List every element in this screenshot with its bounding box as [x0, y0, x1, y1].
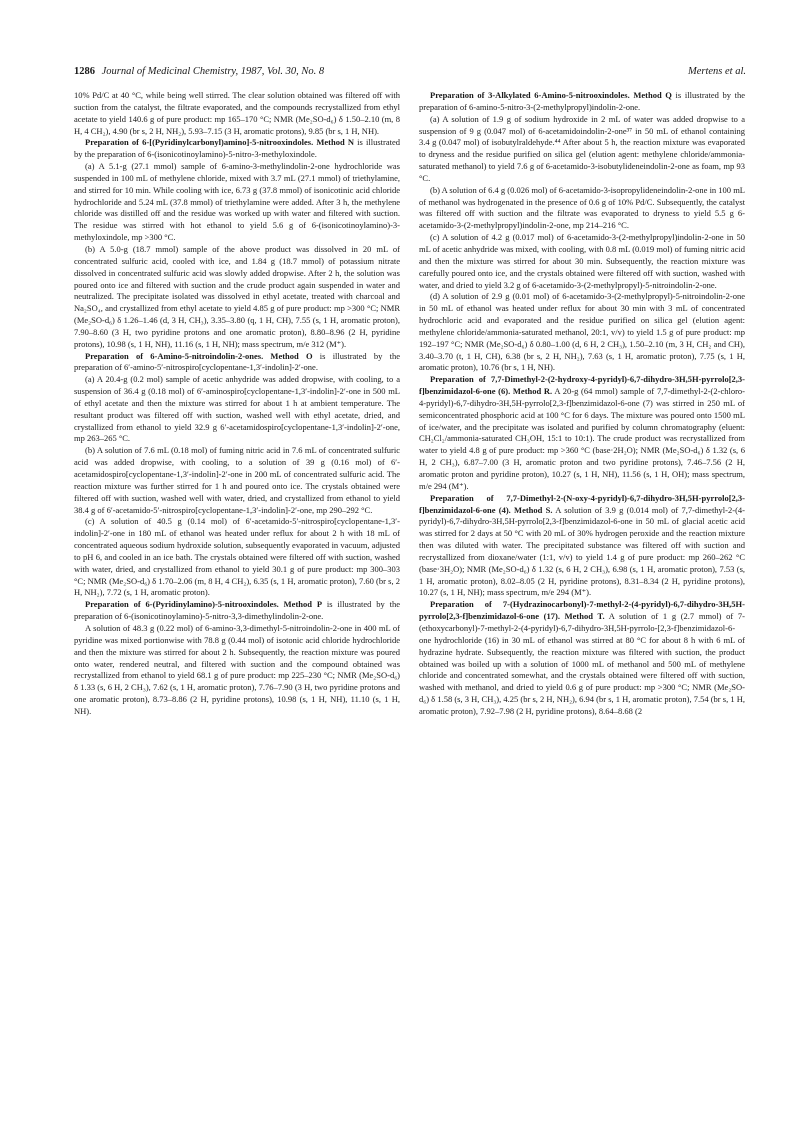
- paragraph-text: A solution of 1 g (2.7 mmol) of 7-(ethoxycarbonyl)-7-methyl-2-(4-pyridyl)-6,7-dihydro-3H,5H-pyrrolo-[2,3-f]benzimidazol-6-one hydrochloride (16) in 30 mL of ethanol was stirred at 80 °C for about 8 h with 6 mL of hydrazine hydrate. Subsequently, the reaction mixture was filtered with suction, the product obtained was boiled up with a solution of 1000 mL of methanol and 500 mL of methylene chloride and concentrated somewhat, and the crystals obtained were filtered off with suction, washed with methanol, and dried to yield 0.6 g of pure product: mp >300 °C; NMR (Me₂SO-d₆) δ 1.58 (s, 3 H, CH₃), 4.25 (br s, 2 H, NH₂), 6.94 (br s, 1 H, aromatic proton), 7.54 (br s, 1 H, aromatic proton), 7.92–7.98 (2 H, pyridine protons), 8.64–8.68 (2: [419, 611, 745, 716]
- right-paragraph: [419, 90, 745, 114]
- right-paragraph: [419, 599, 745, 717]
- paragraph-text: 10% Pd/C at 40 °C, while being well stirred. The clear solution obtained was filtered off with suction from the catalyst, the filtrate evaporated, and the compounds recrystallized from ethyl acetate to yield 140.6 g of pure product: mp 165–170 °C; NMR (Me₂SO-d₆) δ 1.50–2.10 (m, 8 H, 4 CH₂), 4.90 (br s, 2 H, NH₂), 5.93–7.15 (3 H, aromatic protons), 9.85 (br s, 1 H, NH).: [74, 90, 400, 136]
- left-paragraph: [74, 445, 400, 516]
- paragraph-text: (c) A solution of 4.2 g (0.017 mol) of 6-acetamido-3-(2-methylpropyl)indolin-2-one in 50 mL of acetic anhydride was mixed, with cooling, with 0.8 mL (0.019 mol) of fuming nitric acid and then the mixture was stirred for about 30 min. Subsequently, the reaction mixture was carefully poured onto ice, and the crystals obtained were filtered off with suction, washed with water, and dried to yield 3.2 g of 6-acetamido-3-(2-methylpropyl)-5-nitroindolin-2-one.: [419, 232, 745, 290]
- left-paragraph: [74, 351, 400, 375]
- left-paragraph: [74, 161, 400, 244]
- section-heading: Preparation of 7-(Hydrazinocarbonyl)-7-methyl-2-(4-pyridyl)-6,7-dihydro-3H,5H-pyrrolo[2,3-f]benzimidazol-6-one (17). Method T.: [419, 599, 745, 622]
- paragraph-text: A 20-g (64 mmol) sample of 7,7-dimethyl-2-(2-chloro-4-pyridyl)-6,7-dihydro-3H,5H-pyrrolo[2,3-f]benzimidazol-6-one (7) was stirred in 250 mL of semiconcentrated phosphoric acid at 100 °C for 6 days. The mixture was poured onto 1500 mL of ice/water, and the precipitate was isolated and purified by column chromatography (eluent: CH₂Cl₂/ammonia-saturated CH₃OH, 15:1 to 10:1). The crude product was recrystallized from water to yield 4.8 g of pure product: mp >360 °C (base·2H₂O); NMR (Me₂SO-d₆) δ 1.32 (s, 6 H, 2 CH₃), 6.87–7.00 (3 H, aromatic proton and two pyridine protons), 7.46–7.56 (2 H, aromatic proton and pyridine proton), 10.27 (s, 1 H, NH), 11.56 (s, 1 H, OH); mass spectrum, m/e 294 (M⁺).: [419, 386, 745, 491]
- section-heading: Preparation of 7,7-Dimethyl-2-(N-oxy-4-pyridyl)-6,7-dihydro-3H,5H-pyrrolo[2,3-f]benzimidazol-6-one (4). Method S.: [419, 492, 745, 515]
- paragraph-text: is illustrated by the preparation of 6-(isonicotinoylamino)-5-nitro-3-methyloxindole.: [74, 137, 400, 160]
- author-running-head: Mertens et al.: [687, 66, 746, 77]
- right-paragraph: [419, 114, 745, 185]
- paragraph-text: (c) A solution of 40.5 g (0.14 mol) of 6′-acetamido-5′-nitrospiro[cyclopentane-1,3′-indolin]-2′-one in 180 mL of ethanol was heated under reflux for about 2 h with 18 mL of concentrated aqueous sodium hydroxide solution, subsequently evaporated in vacuum, adjusted to pH 6, and cooled in an ice bath. The crystals obtained were filtered off with suction, washed with water, dried, and crystallized from ethanol to yield 30.1 g of pure product: mp 300–303 °C; NMR (Me₂SO-d₆) δ 1.70–2.06 (m, 8 H, 4 CH₂), 6.35 (s, 1 H, aromatic proton), 7.60 (br s, 2 H, NH₂), 7.72 (s, 1 H, aromatic proton).: [74, 516, 400, 598]
- section-heading: Preparation of 3-Alkylated 6-Amino-5-nitrooxindoles. Method Q: [430, 90, 672, 100]
- paragraph-text: (d) A solution of 2.9 g (0.01 mol) of 6-acetamido-3-(2-methylpropyl)-5-nitroindolin-2-one in 50 mL of ethanol was heated under reflux for about 30 min with 3 mL of concentrated hydrochloric acid and evaporated and the residue purified on silica gel (elution agent: methylene chloride/ammonia-saturated methanol, 20:1, v/v) to yield 1.5 g of pure product: mp 192–197 °C; NMR (Me₂SO-d₆) δ 0.80–1.00 (d, 6 H, 2 CH₃), 1.50–2.10 (m, 3 H, CH₂ and CH), 3.40–3.70 (t, 1 H, CH), 6.38 (br s, 2 H, NH₂), 7.63 (s, 1 H, aromatic proton), 7.75 (s, 1 H, aromatic proton), 10.76 (br s, 1 H, NH).: [419, 291, 745, 373]
- section-heading: Preparation of 6-(Pyridinylamino)-5-nitrooxindoles. Method P: [85, 599, 323, 610]
- right-paragraph: [419, 493, 745, 600]
- paragraph-text: is illustrated by the preparation of 6-(isonicotinoylamino)-5-nitro-3,3-dimethylindolin-2-one.: [74, 599, 400, 622]
- right-paragraph: [419, 232, 745, 291]
- header-left: [74, 64, 324, 80]
- running-header: [74, 64, 746, 80]
- paragraph-text: A solution of 48.3 g (0.22 mol) of 6-amino-3,3-dimethyl-5-nitroindolin-2-one in 400 mL of pyridine was mixed portionwise with 78.8 g (0.44 mol) of isotonic acid chloride hydrochloride and then the mixture was stirred for about 2 h. Subsequently, the reaction mixture was poured onto water, rendered neutral, and filtered with suction and the compound obtained was recrystallized from ethanol to yield 68.1 g of pure product: mp 225–230 °C; NMR (Me₂SO-d₆) δ 1.33 (s, 6 H, 2 CH₃), 7.62 (s, 1 H, aromatic proton), 7.76–7.90 (3 H, two pyridine protons and one aromatic proton), 8.73–8.86 (2 H, pyridine protons), 10.98 (s, 1 H, NH), 11.10 (s, 1 H, NH).: [74, 622, 400, 716]
- right-paragraph: [419, 291, 745, 374]
- left-paragraph: [74, 244, 400, 351]
- paragraph-text: is illustrated by the preparation of 6-amino-5-nitro-3-(2-methylpropyl)indolin-2-one.: [419, 90, 746, 112]
- right-column: [419, 90, 745, 718]
- section-heading: Preparation of 7,7-Dimethyl-2-(2-hydroxy-4-pyridyl)-6,7-dihydro-3H,5H-pyrrolo[2,3-f]benzimidazol-6-one (6). Method R.: [419, 374, 745, 397]
- page-number: 1286: [74, 66, 95, 77]
- paragraph-text: (a) A 5.1-g (27.1 mmol) sample of 6-amino-3-methylindolin-2-one hydrochloride was suspended in 100 mL of methylene chloride, mixed with 3.7 mL (27.1 mmol) of triethylamine, and stirred for 10 min. While cooling with ice, 6.73 g (37.8 mmol) of isonicotinic acid chloride hydrochloride and 5.24 mL (37.8 mmol) of triethylamine were added. After 3 h, the methylene chloride was distilled off and the residue was worked up with water and filtered with suction. The residue was stirred with hot ethanol to yield 5.6 g of 6-(isonicotinoylamino)-3-methyloxindole, mp >300 °C.: [74, 161, 400, 243]
- right-paragraph: [419, 185, 745, 232]
- left-paragraph: [74, 137, 400, 161]
- left-column: [74, 90, 400, 718]
- left-paragraph: [74, 516, 400, 599]
- section-heading: Preparation of 6-Amino-5-nitroindolin-2-ones. Method O: [85, 350, 313, 361]
- paragraph-text: is illustrated by the preparation of 6′-amino-5′-nitrospiro[cyclopentane-1,3′-indolin]-2′-one.: [74, 350, 400, 373]
- journal-citation: Journal of Medicinal Chemistry, 1987, Vol. 30, No. 8: [101, 66, 325, 77]
- paragraph-text: A solution of 3.9 g (0.014 mol) of 7,7-dimethyl-2-(4-pyridyl)-6,7-dihydro-3H,5H-pyrrolo[2,3-f]benzimidazol-6-one in 50 mL of glacial acetic acid was stirred for 2 days at 50 °C with 20 mL of 30% hydrogen peroxide and the reaction mixture then was diluted with water. The precipitated substance was filtered off with suction and recrystallized from dioxane/water (1:1, v/v) to yield 1.4 g of pure product: mp 260–262 °C (base·3H₂O); NMR (Me₂SO-d₆) δ 1.32 (s, 6 H, 2 CH₃), 6.98 (s, 1 H, aromatic proton), 7.53 (s, 1 H, aromatic proton), 8.02–8.05 (2 H, pyridine protons), 8.31–8.34 (2 H, pyridine protons), 10.27 (s, 1 H, NH); mass spectrum, m/e 294 (M⁺).: [419, 504, 745, 598]
- left-paragraph: [74, 374, 400, 445]
- right-paragraph: [419, 374, 745, 492]
- paragraph-text: (a) A 20.4-g (0.2 mol) sample of acetic anhydride was added dropwise, with cooling, to a suspension of 36.4 g (0.18 mol) of 6′-aminospiro[cyclopentane-1,3′-indolin]-2′-one in 500 mL of ethyl acetate and then the mixture was stirred for about 1 h at ambient temperature. The resultant product was filtered off with suction, washed well with ethyl acetate, dried, and crystallized from ethanol to yield 32.9 g 6′-acetamidospiro[cyclopentane-1,3′-indolin]-2′-one, mp 263–265 °C.: [74, 374, 400, 444]
- paragraph-text: (a) A solution of 1.9 g of sodium hydroxide in 2 mL of water was added dropwise to a suspension of 9 g (0.047 mol) of 6-acetamidoindolin-2-one³⁷ in 50 mL of ethanol containing 3.4 g (0.047 mol) of isobutylraldehyde.⁴⁴ After about 5 h, the reaction mixture was evaporated to dryness and the residue purified on silica gel (elution agent: methylene chloride/ammonia-saturated methanol) to yield 7.6 g of 6-acetamido-3-isobutylideneindolin-2-one as foam, mp 93 °C.: [419, 113, 745, 183]
- paragraph-text: (b) A solution of 7.6 mL (0.18 mol) of fuming nitric acid in 7.6 mL of concentrated sulfuric acid was added dropwise, with cooling, to a solution of 39 g (0.16 mol) of 6′-acetamidospiro[cyclopentane-1,3′-indolin]-2′-one in 200 mL of concentrated sulfuric acid. The reaction mixture was further stirred for 1 h and poured onto ice. The crystals obtained were filtered off with suction, washed well with water, dried, and crystallized from ethanol to yield 38.4 g of 6′-acetamido-5′-nitrospiro[cyclopentane-1,3′-indolin]-2′-one, mp 290–292 °C.: [74, 445, 400, 515]
- section-heading: Preparation of 6-[(Pyridinylcarbonyl)amino]-5-nitrooxindoles. Method N: [85, 137, 354, 148]
- left-paragraph: [74, 90, 400, 137]
- paragraph-text: (b) A 5.0-g (18.7 mmol) sample of the above product was dissolved in 20 mL of concentrated sulfuric acid, cooled with ice, and 1.84 g (18.7 mmol) of potassium nitrate dissolved in concentrated sulfuric acid was slowly added dropwise. After 2 h, the solution was poured onto ice and filtered with suction and the crude product again suspended in water and neutralized. The precipitate isolated was dissolved in ethyl acetate, treated with charcoal and Na₂SO₄, and crystallized from ethyl acetate to yield 4.85 g of pure product: mp >300 °C; NMR (Me₂SO-d₆) δ 1.26–1.46 (d, 3 H, CH₃), 3.35–3.80 (q, 1 H, CH), 7.55 (s, 1 H, aromatic proton), 7.90–8.60 (3 H, two pyridine protons and one aromatic proton), 8.80–8.96 (2 H, pyridine protons), 10.98 (s, 1 H, NH), 11.16 (s, 1 H, NH); mass spectrum, m/e 312 (M⁺).: [74, 243, 400, 349]
- paragraph-text: (b) A solution of 6.4 g (0.026 mol) of 6-acetamido-3-isopropylideneindolin-2-one in 100 mL of methanol was hydrogenated in the presence of 0.6 g of 10% Pd/C. Subsequently, the catalyst was filtered off with suction and the filtrate was evaporated to dryness to yield 5.5 g 6-acetamido-3-(2-methylpropyl)indolin-2-one, mp 214–216 °C.: [419, 184, 745, 231]
- left-paragraph: [74, 599, 400, 623]
- left-paragraph: [74, 623, 400, 718]
